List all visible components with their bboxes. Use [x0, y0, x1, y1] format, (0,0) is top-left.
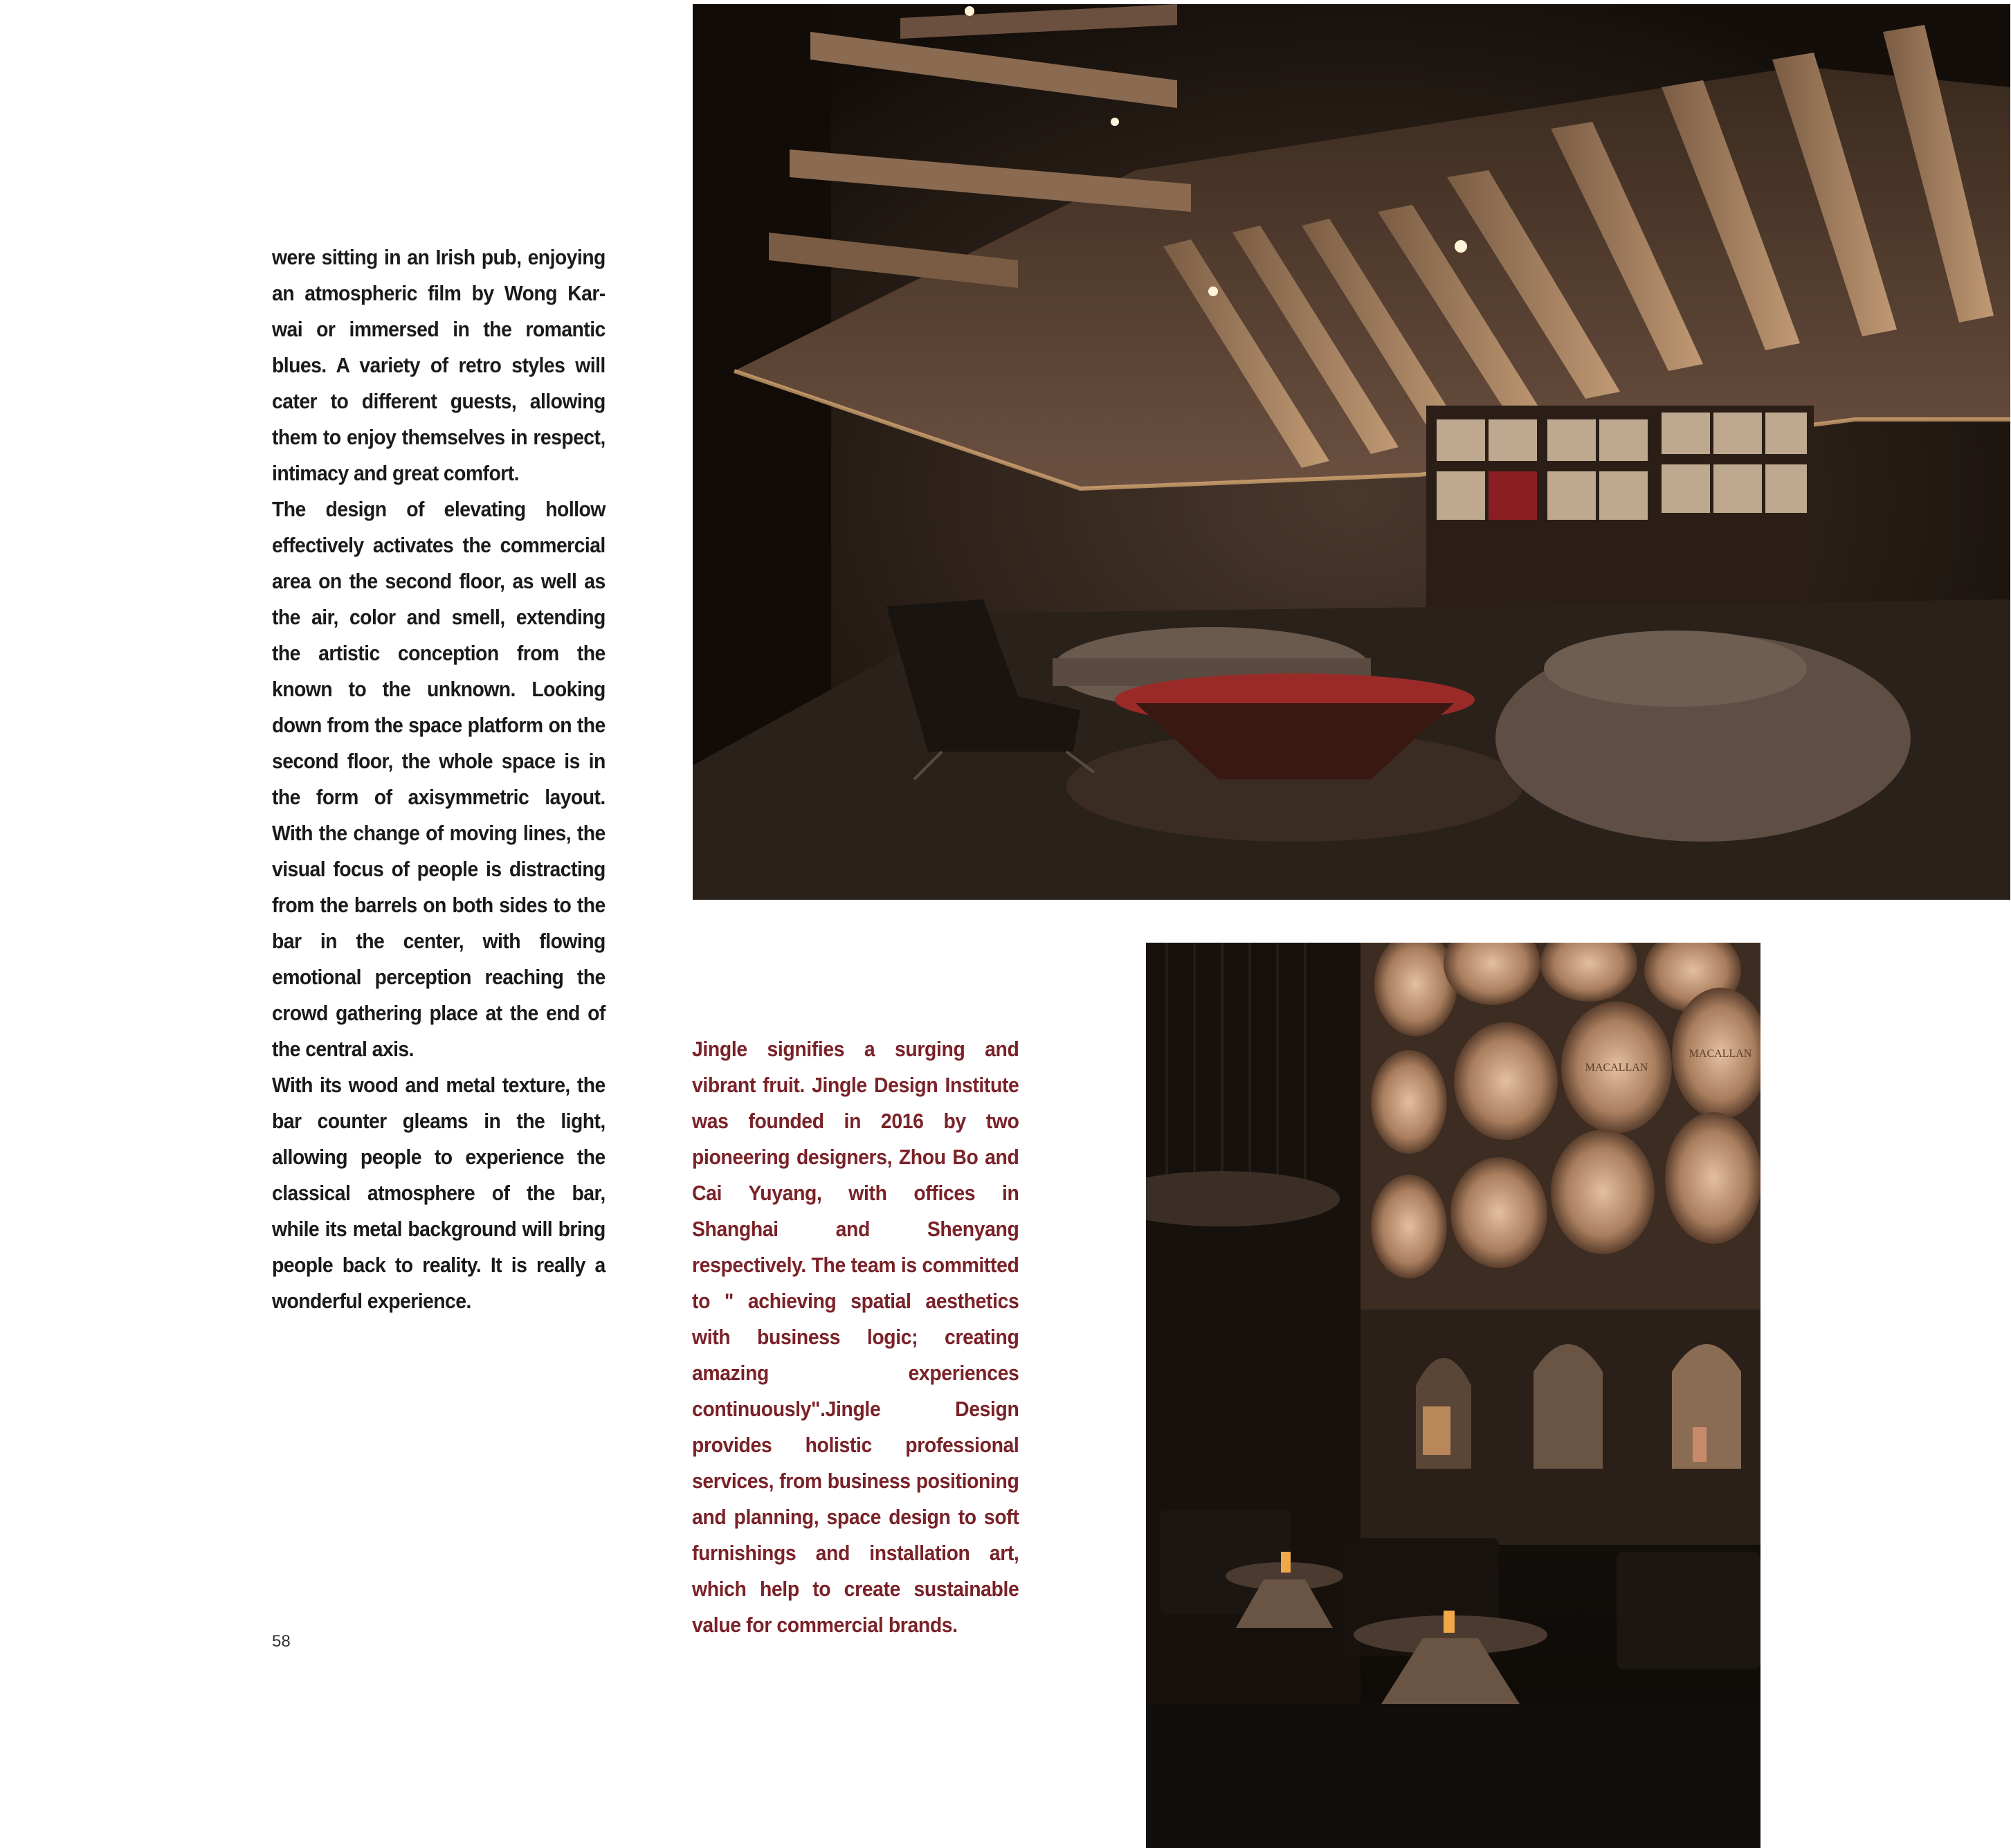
designer-profile-column: [692, 1031, 1019, 1643]
barrel-label-2: MACALLAN: [1689, 1048, 1752, 1060]
paragraph-1: were sitting in an Irish pub, enjoying an atmospheric film by Wong Kar-wai or immersed in the romantic blues. A variety of retro styles will cater to different guests, allowing them to enjoy themselves in respect, intimacy and great comfort.: [272, 246, 606, 485]
lounge-interior-photo: [693, 4, 2010, 900]
barrel-wall-photo: [1146, 943, 1760, 1848]
barrel-label-1: MACALLAN: [1585, 1062, 1648, 1074]
designer-profile-paragraph: Jingle signifies a surging and vibrant fruit. Jingle Design Institute was founded in 2016 by two pioneering designers, Zhou Bo and Cai Yuyang, with offices in Shanghai and Shenyang respectively. The team is committed to " achieving spatial aesthetics with business logic; creating amazing experiences continuously".Jingle Design provides holistic professional services, from business positioning and planning, space design to soft furnishings and installation art, which help to create sustainable value for commercial brands.: [692, 1038, 1019, 1637]
barrel-wall-photo-svg: [1146, 943, 1760, 1848]
body-text-column: [272, 239, 606, 1319]
paragraph-2: The design of elevating hollow effectively activates the commercial area on the second floor, as well as the air, color and smell, extending the artistic conception from the known to the unknown. Looking down from the space platform on the second floor, the whole space is in the form of axisymmetric layout. With the change of moving lines, the visual focus of people is distracting from the barrels on both sides to the bar in the center, with flowing emotional perception reaching the crowd gathering place at the end of the central axis.: [272, 498, 606, 1061]
lounge-photo: [693, 4, 2010, 900]
paragraph-3: With its wood and metal texture, the bar counter gleams in the light, allowing people to experience the classical atmosphere of the bar, while its metal background will bring people back to reality. It is really a wonderful experience.: [272, 1074, 606, 1313]
page-number: 58: [272, 1632, 291, 1651]
